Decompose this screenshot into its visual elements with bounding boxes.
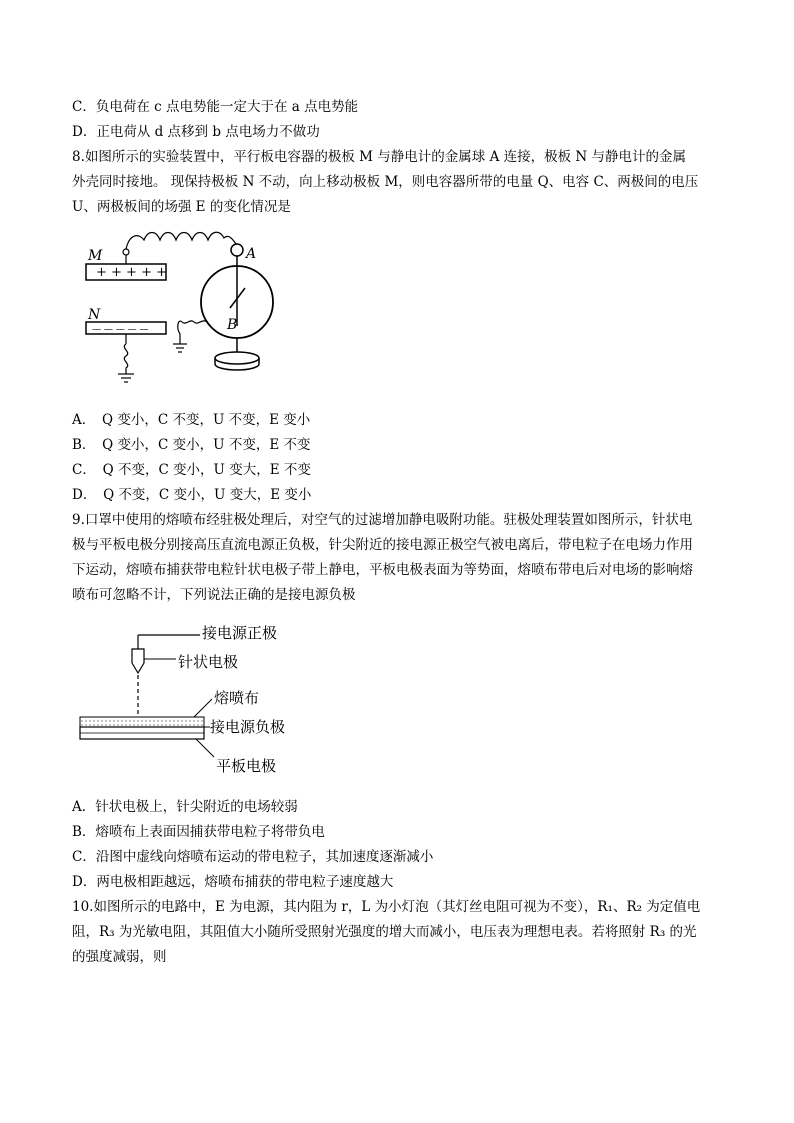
q8-stem-line-2: 外壳同时接地。 现保持极板 N 不动，向上移动极板 M，则电容器所带的电量 Q、电容 C、两极间的电压 xyxy=(72,174,699,190)
q8-capacitor-electroscope-figure xyxy=(80,222,280,402)
label-m: M xyxy=(88,248,103,264)
label-positive-terminal: 接电源正极 xyxy=(202,624,278,642)
q9-electret-apparatus-figure xyxy=(76,615,316,785)
case-ground-wire xyxy=(178,321,208,344)
q9-stem-line-2: 极与平板电极分别接高压直流电源正负极，针尖附近的接电源正极空气被电离后，带电粒子在电场力作用 xyxy=(72,537,693,553)
q9-option-c: C．沿图中虚线向熔喷布运动的带电粒子，其加速度逐渐减小 xyxy=(72,849,434,865)
plate-m-charges: + + + + + xyxy=(96,265,167,280)
q7-option-c: C．负电荷在 c 点电势能一定大于在 a 点电势能 xyxy=(72,99,359,115)
q10-stem-line-2: 阻，R₃ 为光敏电阻，其阻值大小随所受照射光强度的增大而减小，电压表为理想电表。若将照射 R₃ 的光 xyxy=(72,924,697,940)
ball-a xyxy=(231,244,243,256)
q9-stem-line-3: 下运动，熔喷布捕获带电粒针状电极子带上静电，平板电极表面为等势面，熔喷布带电后对电场的影响熔 xyxy=(72,562,693,578)
q9-option-d: D．两电极相距越远，熔喷布捕获的带电粒子速度越大 xyxy=(72,874,394,890)
label-plate-electrode: 平板电极 xyxy=(216,757,277,775)
q9-option-b: B．熔喷布上表面因捕获带电粒子将带负电 xyxy=(72,824,325,840)
q8-option-a: A． Q 变小，C 不变，U 不变，E 变小 xyxy=(72,412,311,428)
q7-option-d: D．正电荷从 d 点移到 b 点电场力不做功 xyxy=(72,124,320,140)
q8-option-b: B． Q 变小，C 变小，U 不变，E 不变 xyxy=(72,437,311,453)
q8-stem-line-1: 8.如图所示的实验装置中，平行板电容器的极板 M 与静电计的金属球 A 连接，极板 N 与静电计的金属 xyxy=(72,149,687,165)
q8-stem-line-3: U、两极板间的场强 E 的变化情况是 xyxy=(72,199,291,215)
label-melt-blown-fabric: 熔喷布 xyxy=(214,689,260,707)
label-n: N xyxy=(88,307,101,323)
label-b: B xyxy=(227,317,238,333)
label-negative-terminal: 接电源负极 xyxy=(210,718,286,736)
q9-stem-line-4: 喷布可忽略不计，下列说法正确的是接电源负极 xyxy=(72,587,356,603)
q8-option-c: C． Q 不变，C 变小，U 变大，E 不变 xyxy=(72,462,311,478)
label-a: A xyxy=(246,246,257,262)
wire-m-to-a xyxy=(126,232,236,249)
electroscope-base xyxy=(215,352,259,364)
q10-stem-line-1: 10.如图所示的电路中，E 为电源，其内阻为 r，L 为小灯泡（其灯丝电阻可视为不变），R₁、R₂ 为定值电 xyxy=(72,899,701,915)
label-needle-electrode: 针状电极 xyxy=(178,653,239,671)
q9-stem-line-1: 9.口罩中使用的熔喷布经驻极处理后，对空气的过滤增加静电吸附功能。驻极处理装置如图所示，针状电 xyxy=(72,512,693,528)
q9-option-a: A．针状电极上，针尖附近的电场较弱 xyxy=(72,799,298,815)
plate-n-charges: — — — — — xyxy=(92,325,149,335)
melt-blown-fabric xyxy=(80,717,204,727)
plate-n-ground-wire xyxy=(124,344,127,374)
q8-option-d: D． Q 不变，C 变小，U 变大，E 变小 xyxy=(72,487,312,503)
needle-electrode xyxy=(132,649,144,673)
q10-stem-line-3: 的强度减弱，则 xyxy=(72,949,167,965)
